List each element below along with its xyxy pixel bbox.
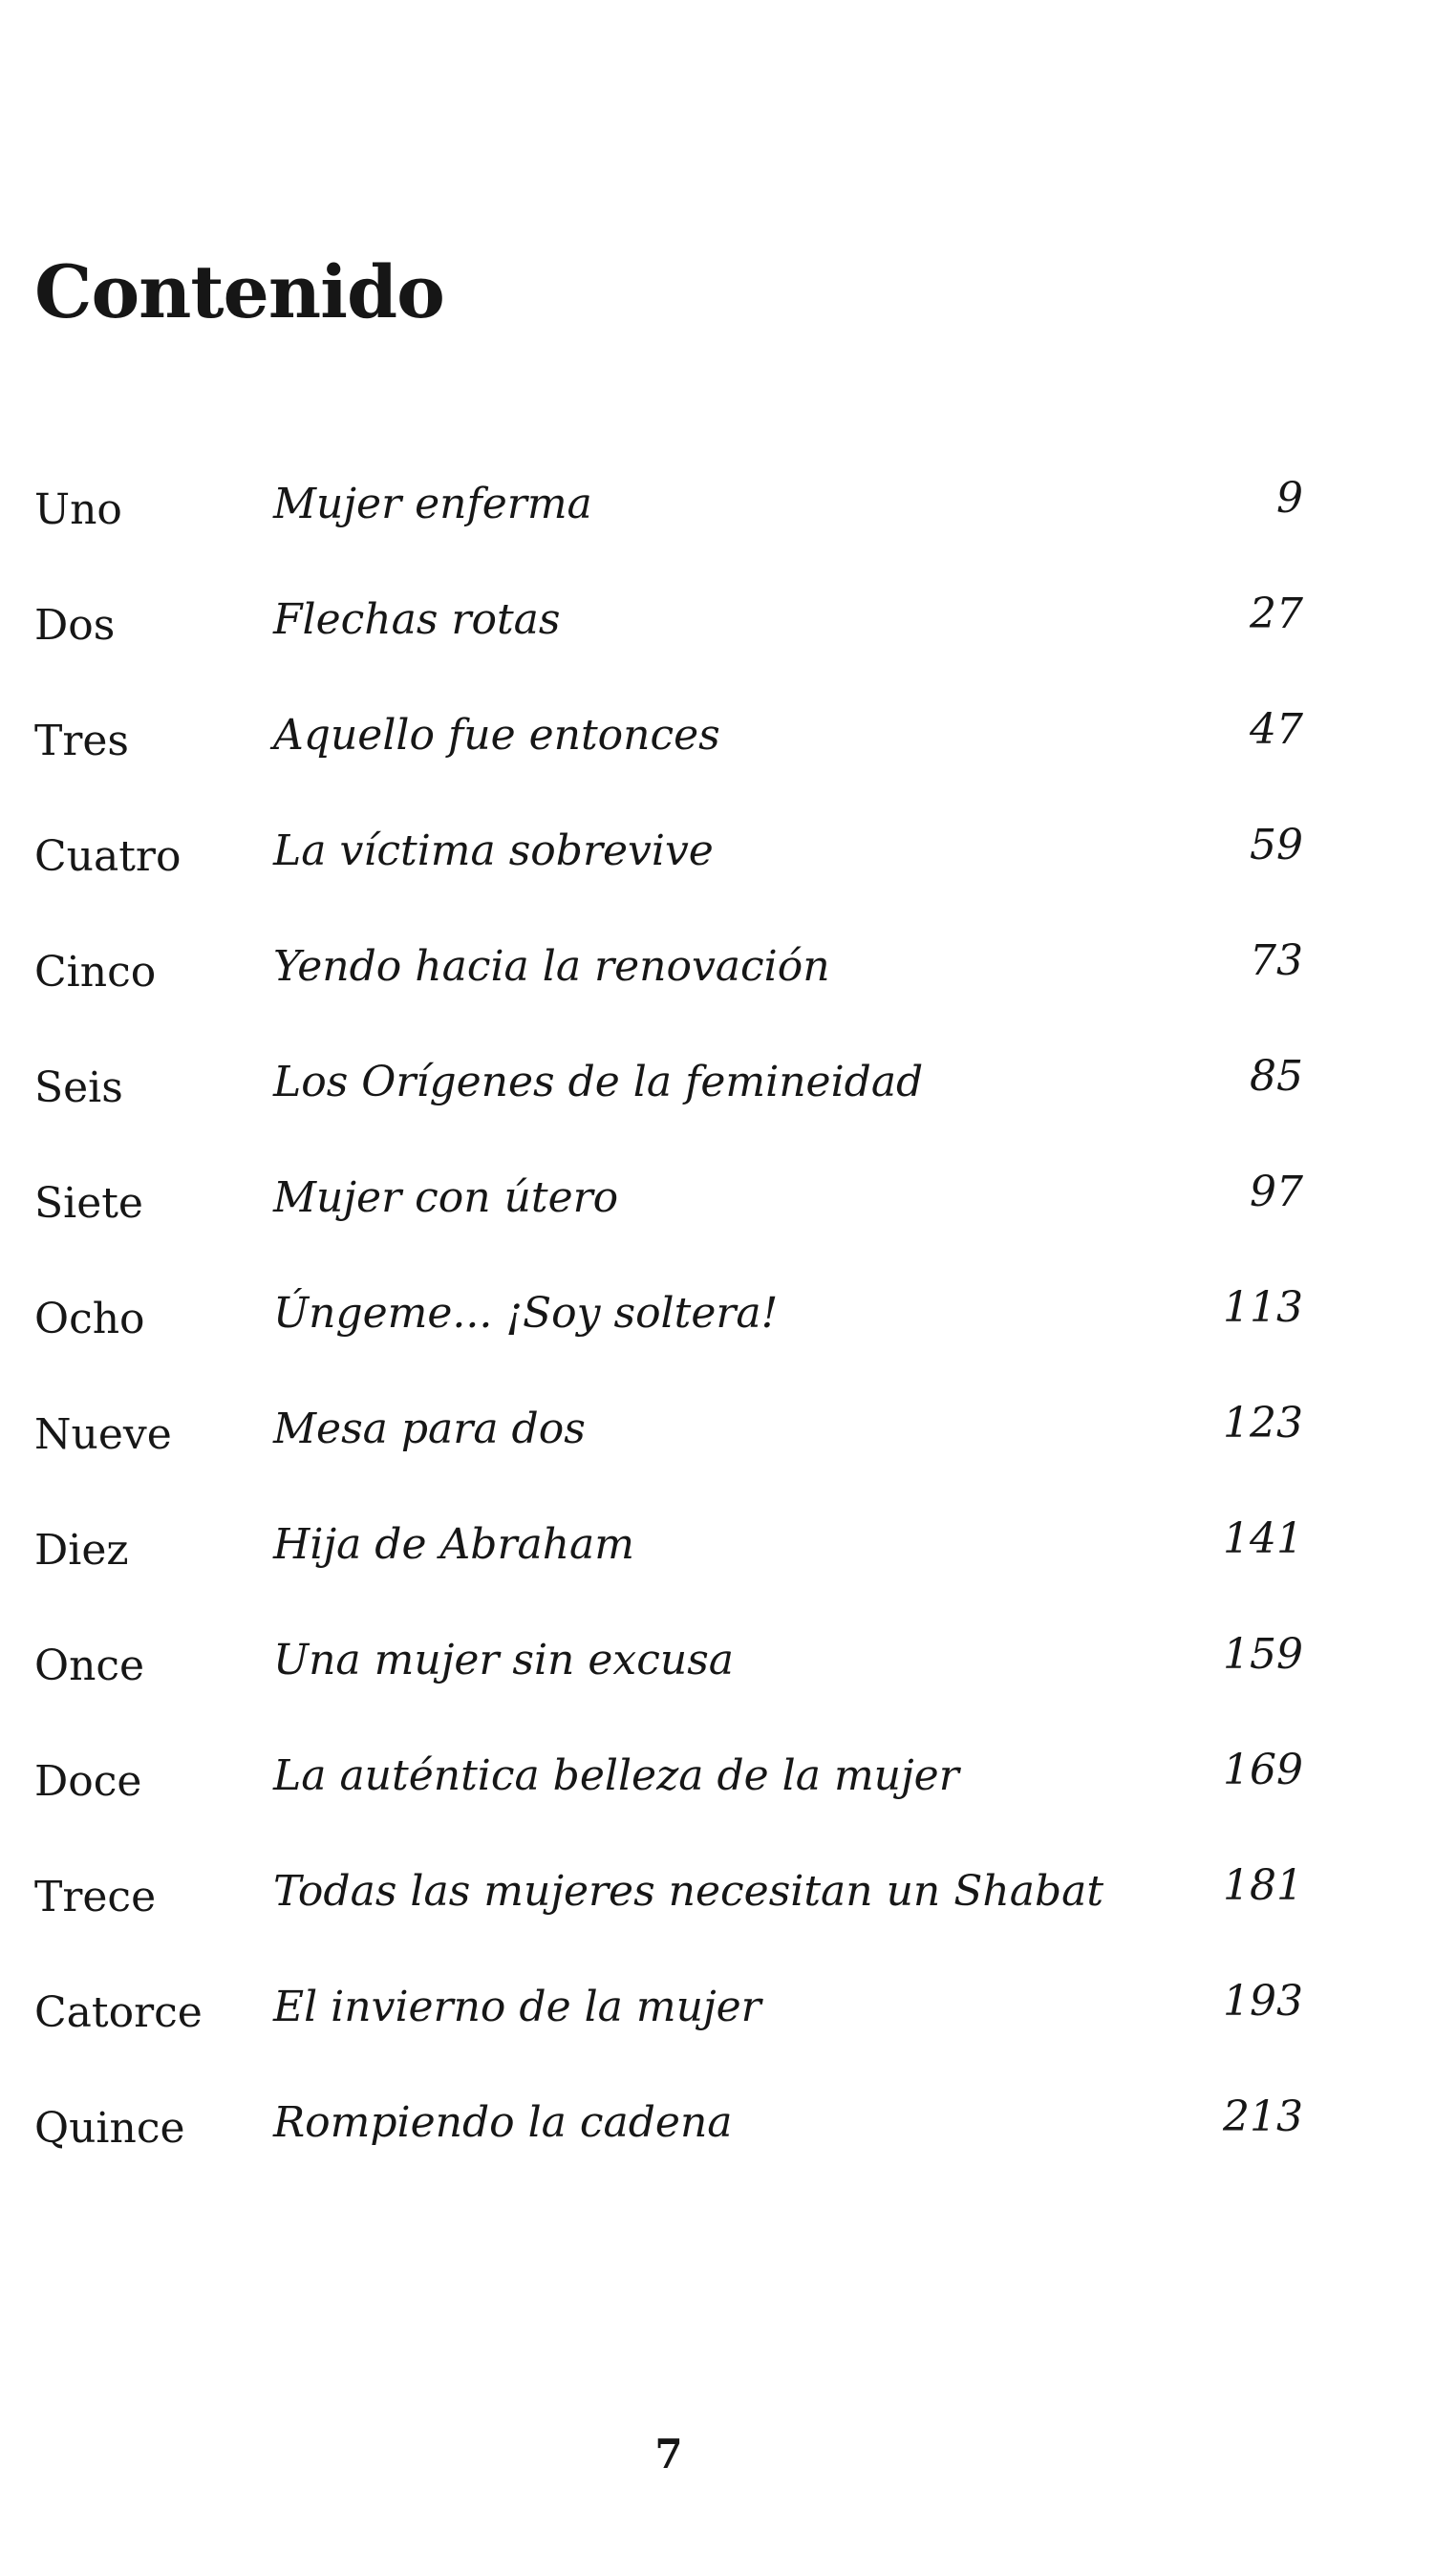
- chapter-number: Uno: [34, 485, 122, 534]
- chapter-page-number: 193: [1223, 1977, 1303, 2026]
- chapter-number: Doce: [34, 1757, 142, 1806]
- chapter-title: La víctima sobrevive: [273, 826, 714, 875]
- table-of-contents: [0, 457, 1456, 2191]
- chapter-number: Dos: [34, 601, 116, 650]
- chapter-number: Nueve: [34, 1410, 172, 1459]
- chapter-number: Trece: [34, 1873, 157, 1921]
- chapter-title: Rompiendo la cadena: [273, 2098, 733, 2147]
- toc-row: [0, 1150, 1456, 1266]
- chapter-page-number: 213: [1223, 2092, 1303, 2141]
- toc-row: [0, 1382, 1456, 1497]
- toc-row: [0, 1728, 1456, 1844]
- chapter-number: Ocho: [34, 1295, 145, 1343]
- chapter-title: El invierno de la mujer: [273, 1983, 761, 2031]
- toc-row: [0, 2075, 1456, 2191]
- chapter-page-number: 97: [1250, 1168, 1303, 1216]
- chapter-title: Hija de Abraham: [273, 1520, 634, 1569]
- chapter-number: Seis: [34, 1063, 123, 1112]
- chapter-page-number: 159: [1223, 1630, 1303, 1679]
- chapter-number: Cinco: [34, 948, 157, 997]
- chapter-number: Quince: [34, 2104, 185, 2153]
- toc-row: [0, 688, 1456, 804]
- chapter-number: Catorce: [34, 1988, 203, 2037]
- page-number: 7: [654, 2431, 683, 2478]
- chapter-title: Mujer con útero: [273, 1173, 619, 1222]
- toc-row: [0, 1035, 1456, 1150]
- chapter-page-number: 141: [1223, 1514, 1303, 1563]
- chapter-page-number: 27: [1250, 590, 1303, 638]
- toc-row: [0, 919, 1456, 1035]
- chapter-page-number: 113: [1223, 1283, 1303, 1332]
- chapter-page-number: 73: [1250, 936, 1303, 985]
- chapter-page-number: 85: [1250, 1052, 1303, 1101]
- toc-row: [0, 1266, 1456, 1382]
- toc-row: [0, 572, 1456, 688]
- chapter-title: Mesa para dos: [273, 1405, 586, 1453]
- toc-row: [0, 1497, 1456, 1613]
- toc-row: [0, 1960, 1456, 2075]
- chapter-number: Diez: [34, 1526, 129, 1575]
- chapter-number: Siete: [34, 1179, 143, 1228]
- chapter-page-number: 9: [1276, 474, 1303, 523]
- chapter-number: Once: [34, 1641, 145, 1690]
- chapter-number: Cuatro: [34, 832, 182, 881]
- chapter-title: Todas las mujeres necesitan un Shabat: [273, 1867, 1104, 1916]
- chapter-title: Los Orígenes de la femineidad: [273, 1058, 924, 1106]
- chapter-title: Aquello fue entonces: [273, 711, 720, 760]
- chapter-title: Mujer enferma: [273, 480, 592, 528]
- toc-row: [0, 1844, 1456, 1960]
- chapter-page-number: 169: [1223, 1746, 1303, 1794]
- chapter-title: La auténtica belleza de la mujer: [273, 1751, 959, 1800]
- chapter-title: Úngeme... ¡Soy soltera!: [273, 1289, 779, 1338]
- chapter-title: Flechas rotas: [273, 595, 561, 644]
- toc-row: [0, 1613, 1456, 1728]
- chapter-page-number: 123: [1223, 1399, 1303, 1448]
- chapter-page-number: 47: [1250, 705, 1303, 754]
- toc-row: [0, 804, 1456, 919]
- page-title: Contenido: [34, 249, 444, 334]
- chapter-title: Yendo hacia la renovación: [273, 942, 830, 991]
- chapter-title: Una mujer sin excusa: [273, 1636, 735, 1684]
- toc-row: [0, 457, 1456, 572]
- chapter-number: Tres: [34, 717, 129, 765]
- chapter-page-number: 59: [1250, 821, 1303, 869]
- chapter-page-number: 181: [1223, 1861, 1303, 1910]
